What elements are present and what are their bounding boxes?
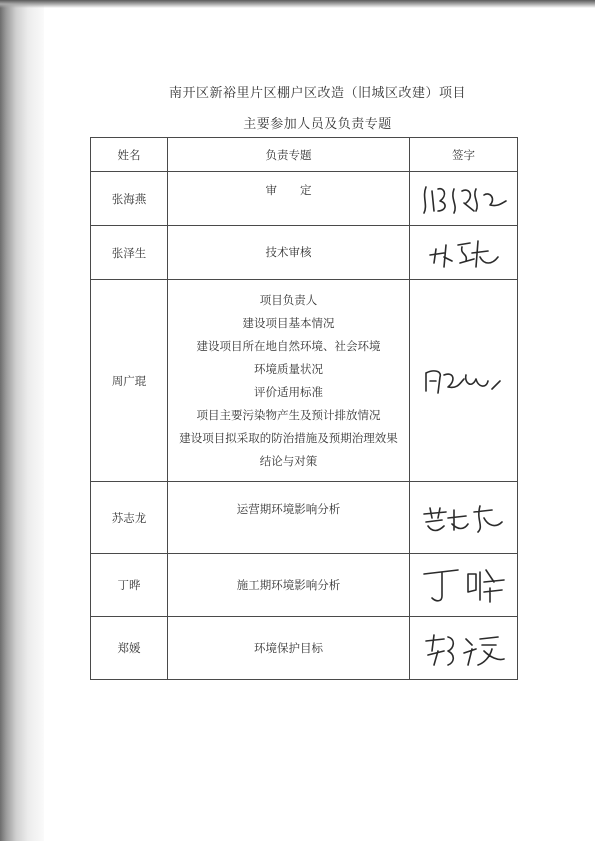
signature-cell [410,617,518,680]
table-row [91,280,518,482]
topic-line: 施工期环境影响分析 [236,577,341,592]
person-name: 张泽生 [91,226,168,280]
header-signature: 签字 [410,138,518,172]
person-name: 周广琨 [91,280,168,482]
topic-line: 结论与对策 [259,453,318,468]
topic-line: 项目主要污染物产生及预计排放情况 [196,407,381,422]
table-row [91,617,518,680]
signature-cell [410,172,518,226]
signature-cell [410,482,518,554]
table-row [91,554,518,617]
topic-line: 审 定 [265,183,312,197]
topic-line: 建设项目基本情况 [242,315,335,330]
topic-cell [168,226,410,280]
table-row [91,226,518,280]
topic-cell [168,172,410,226]
topic-line: 项目负责人 [259,292,318,307]
topic-line: 技术审核 [265,245,312,259]
header-name: 姓名 [91,138,168,172]
document-subtitle: 主要参加人员及负责专题 [243,117,392,132]
topic-cell [168,554,410,617]
header-topic: 负责专题 [168,138,410,172]
table-row [91,172,518,226]
topic-cell [168,280,410,482]
topic-line: 评价适用标准 [254,384,323,399]
topic-cell [168,617,410,680]
topic-line: 建设项目所在地自然环境、社会环境 [196,338,381,353]
signature-cell [410,554,518,617]
topic-line: 环境保护目标 [254,640,323,655]
handwritten-signature [414,625,514,671]
topic-line: 运营期环境影响分析 [236,502,341,516]
person-name: 丁晔 [91,554,168,617]
handwritten-signature [414,177,514,221]
person-name: 张海燕 [91,172,168,226]
topic-line: 建设项目拟采取的防治措施及预期治理效果 [179,430,398,445]
document-title: 南开区新裕里片区棚户区改造（旧城区改建）项目 [168,86,466,101]
signature-cell [410,280,518,482]
topic-cell [168,482,410,554]
table-row [91,482,518,554]
person-name: 苏志龙 [91,482,168,554]
handwritten-signature [414,359,514,403]
scan-shadow-top [0,0,595,8]
signature-cell [410,226,518,280]
handwritten-signature [414,496,514,540]
person-name: 郑媛 [91,617,168,680]
topic-line: 环境质量状况 [254,361,323,376]
handwritten-signature [414,560,514,610]
personnel-table [90,137,518,680]
table-header-row [91,138,518,172]
handwritten-signature [414,231,514,275]
